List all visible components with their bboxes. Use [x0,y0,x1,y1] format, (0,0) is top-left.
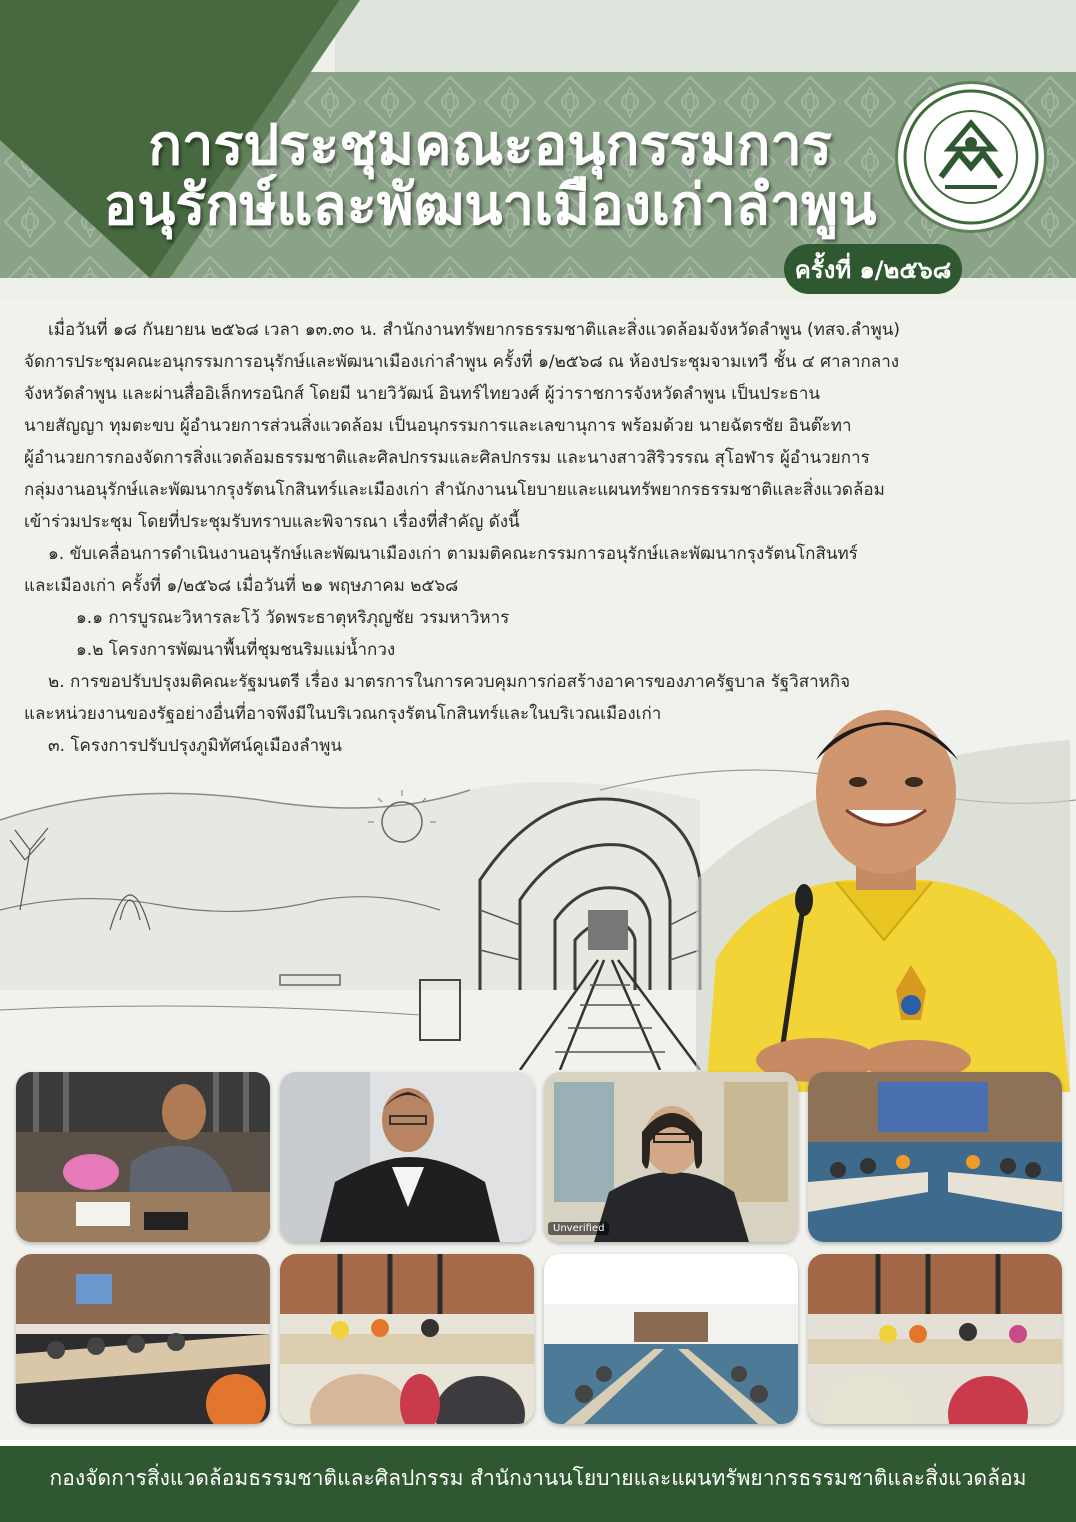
intro-line: จังหวัดลำพูน และผ่านสื่ออิเล็กทรอนิกส์ โดยมี นายวิวัฒน์ อินทร์ไทยวงศ์ ผู้ว่าราชการจังหวัดลำพูน เป็นประธาน [24,384,821,404]
header [0,0,1076,300]
agenda-item-2-cont: และหน่วยงานของรัฐอย่างอื่นที่อาจพึงมีในบริเวณกรุงรัตนโกสินทร์และในบริเวณเมืองเก่า [24,704,662,724]
meeting-photo-3 [808,1072,1062,1242]
agenda-item-1-2: ๑.๒ โครงการพัฒนาพื้นที่ชุมชนริมแม่น้ำกวง [76,640,396,660]
onep-logo-icon [898,84,1044,230]
agenda-item-2: ๒. การขอปรับปรุงมติคณะรัฐมนตรี เรื่อง มาตรการในการควบคุมการก่อสร้างอาคารของภาครัฐบาล รัฐวิสาหกิจ [48,672,851,692]
page-title-line2: อนุรักษ์และพัฒนาเมืองเก่าลำพูน [103,173,877,238]
footer-text: กองจัดการสิ่งแวดล้อมธรรมชาติและศิลปกรรม สำนักงานนโยบายและแผนทรัพยากรธรรมชาติและสิ่งแวดล้อม [49,1466,1027,1490]
agenda-item-1: ๑. ขับเคลื่อนการดำเนินงานอนุรักษ์และพัฒนาเมืองเก่า ตามมติคณะกรรมการอนุรักษ์และพัฒนากรุงรัตนโกสินทร์ [48,544,858,564]
agenda-item-1-cont: และเมืองเก่า ครั้งที่ ๑/๒๕๖๘ เมื่อวันที่ ๒๑ พฤษภาคม ๒๕๖๘ [24,576,459,596]
meeting-photo-5 [280,1254,534,1424]
intro-line: เข้าร่วมประชุม โดยที่ประชุมรับทราบและพิจารณา เรื่องที่สำคัญ ดังนี้ [24,512,520,532]
meeting-photo-2 [280,1072,534,1242]
video-badge: Unverified [548,1222,609,1235]
meeting-photo-6 [544,1254,798,1424]
meeting-photo-1 [16,1072,270,1242]
intro-line: เมื่อวันที่ ๑๘ กันยายน ๒๕๖๘ เวลา ๑๓.๓๐ น. สำนักงานทรัพยากรธรรมชาติและสิ่งแวดล้อมจังหวัดลำพูน (ทสจ.ลำพูน) [48,320,901,340]
meeting-photo-7 [808,1254,1062,1424]
header-light-band [335,0,1076,72]
intro-line: ผู้อำนวยการกองจัดการสิ่งแวดล้อมธรรมชาติและศิลปกรรมและศิลปกรรม และนางสาวสิริวรรณ สุโอฬาร ผู้อำนวยการ [24,448,870,468]
video-call-photo [544,1072,798,1242]
intro-line: นายสัญญา ทุมตะขบ ผู้อำนวยการส่วนสิ่งแวดล้อม เป็นอนุกรรมการและเลขานุการ พร้อมด้วย นายฉัตรชัย อินต๊ะทา [24,416,852,436]
session-badge: ครั้งที่ ๑/๒๕๖๘ [784,244,962,294]
agenda-item-1-1: ๑.๑ การบูรณะวิหารละโว้ วัดพระธาตุหริภุญชัย วรมหาวิหาร [76,608,510,628]
article-body [24,314,1060,762]
page-title-line1: การประชุมคณะอนุกรรมการ [148,113,832,178]
meeting-photo-4 [16,1254,270,1424]
agenda-item-3: ๓. โครงการปรับปรุงภูมิทัศน์คูเมืองลำพูน [48,736,342,756]
chairman-photo [696,700,1070,1092]
intro-line: กลุ่มงานอนุรักษ์และพัฒนากรุงรัตนโกสินทร์และเมืองเก่า สำนักงานนโยบายและแผนทรัพยากรธรรมชาติและสิ่งแวดล้อม [24,480,885,500]
intro-line: จัดการประชุมคณะอนุกรรมการอนุรักษ์และพัฒนาเมืองเก่าลำพูน ครั้งที่ ๑/๒๕๖๘ ณ ห้องประชุมจามเทวี ชั้น ๔ ศาลากลาง [24,352,900,372]
